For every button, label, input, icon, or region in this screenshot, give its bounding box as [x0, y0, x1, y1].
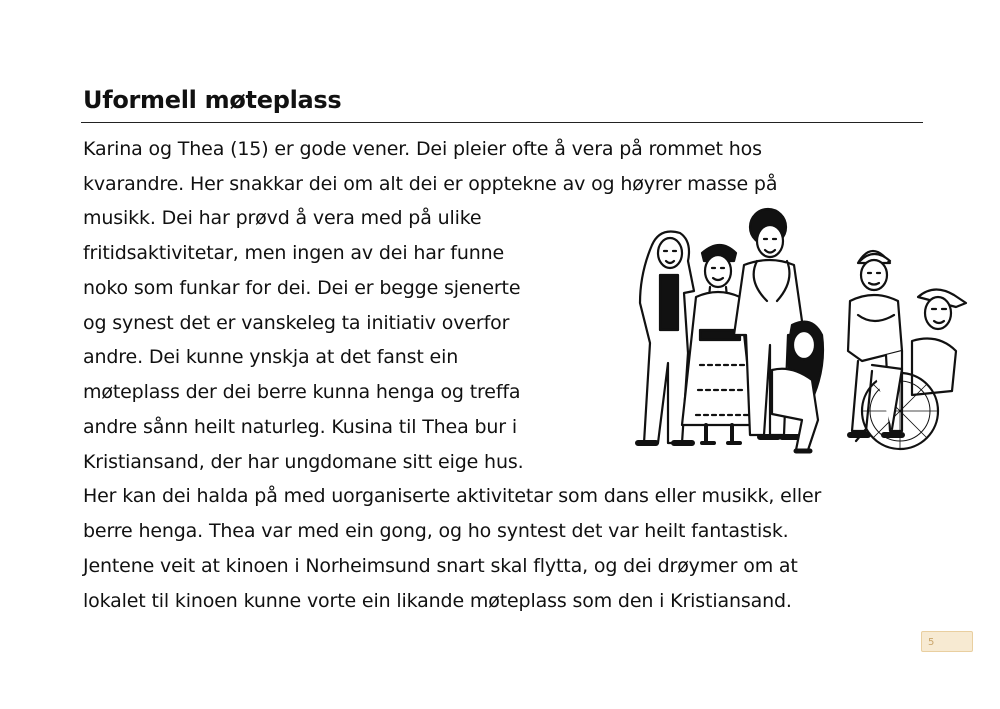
body-line: berre henga. Thea var med ein gong, og ho syntest det var heilt fantastisk.	[83, 520, 789, 542]
body-line: musikk. Dei har prøvd å vera med på ulike	[83, 207, 482, 229]
body-line: og synest det er vanskeleg ta initiativ overfor	[83, 312, 510, 334]
body-line: Karina og Thea (15) er gode vener. Dei pleier ofte å vera på rommet hos	[83, 138, 762, 160]
body-line: noko som funkar for dei. Dei er begge sjenerte	[83, 277, 521, 299]
body-line: Kristiansand, der har ungdomane sitt eige hus.	[83, 451, 524, 473]
body-line: Jentene veit at kinoen i Norheimsund snart skal flytta, og dei drøymer om at	[83, 555, 798, 577]
body-line: kvarandre. Her snakkar dei om alt dei er opptekne av og høyrer masse på	[83, 173, 778, 195]
page-title: Uformell møteplass	[83, 86, 342, 114]
body-line: møteplass der dei berre kunna henga og treffa	[83, 381, 521, 403]
body-line: andre sånn heilt naturleg. Kusina til Thea bur i	[83, 416, 517, 438]
body-line: lokalet til kinoen kunne vorte ein likande møteplass som den i Kristiansand.	[83, 590, 792, 612]
youth-group-illustration	[622, 205, 972, 460]
body-line: fritidsaktivitetar, men ingen av dei har funne	[83, 242, 505, 264]
page-number: 5	[921, 631, 973, 652]
body-line: Her kan dei halda på med uorganiserte aktivitetar som dans eller musikk, eller	[83, 485, 822, 507]
body-line: andre. Dei kunne ynskja at det fanst ein	[83, 346, 459, 368]
title-underline	[81, 122, 923, 123]
